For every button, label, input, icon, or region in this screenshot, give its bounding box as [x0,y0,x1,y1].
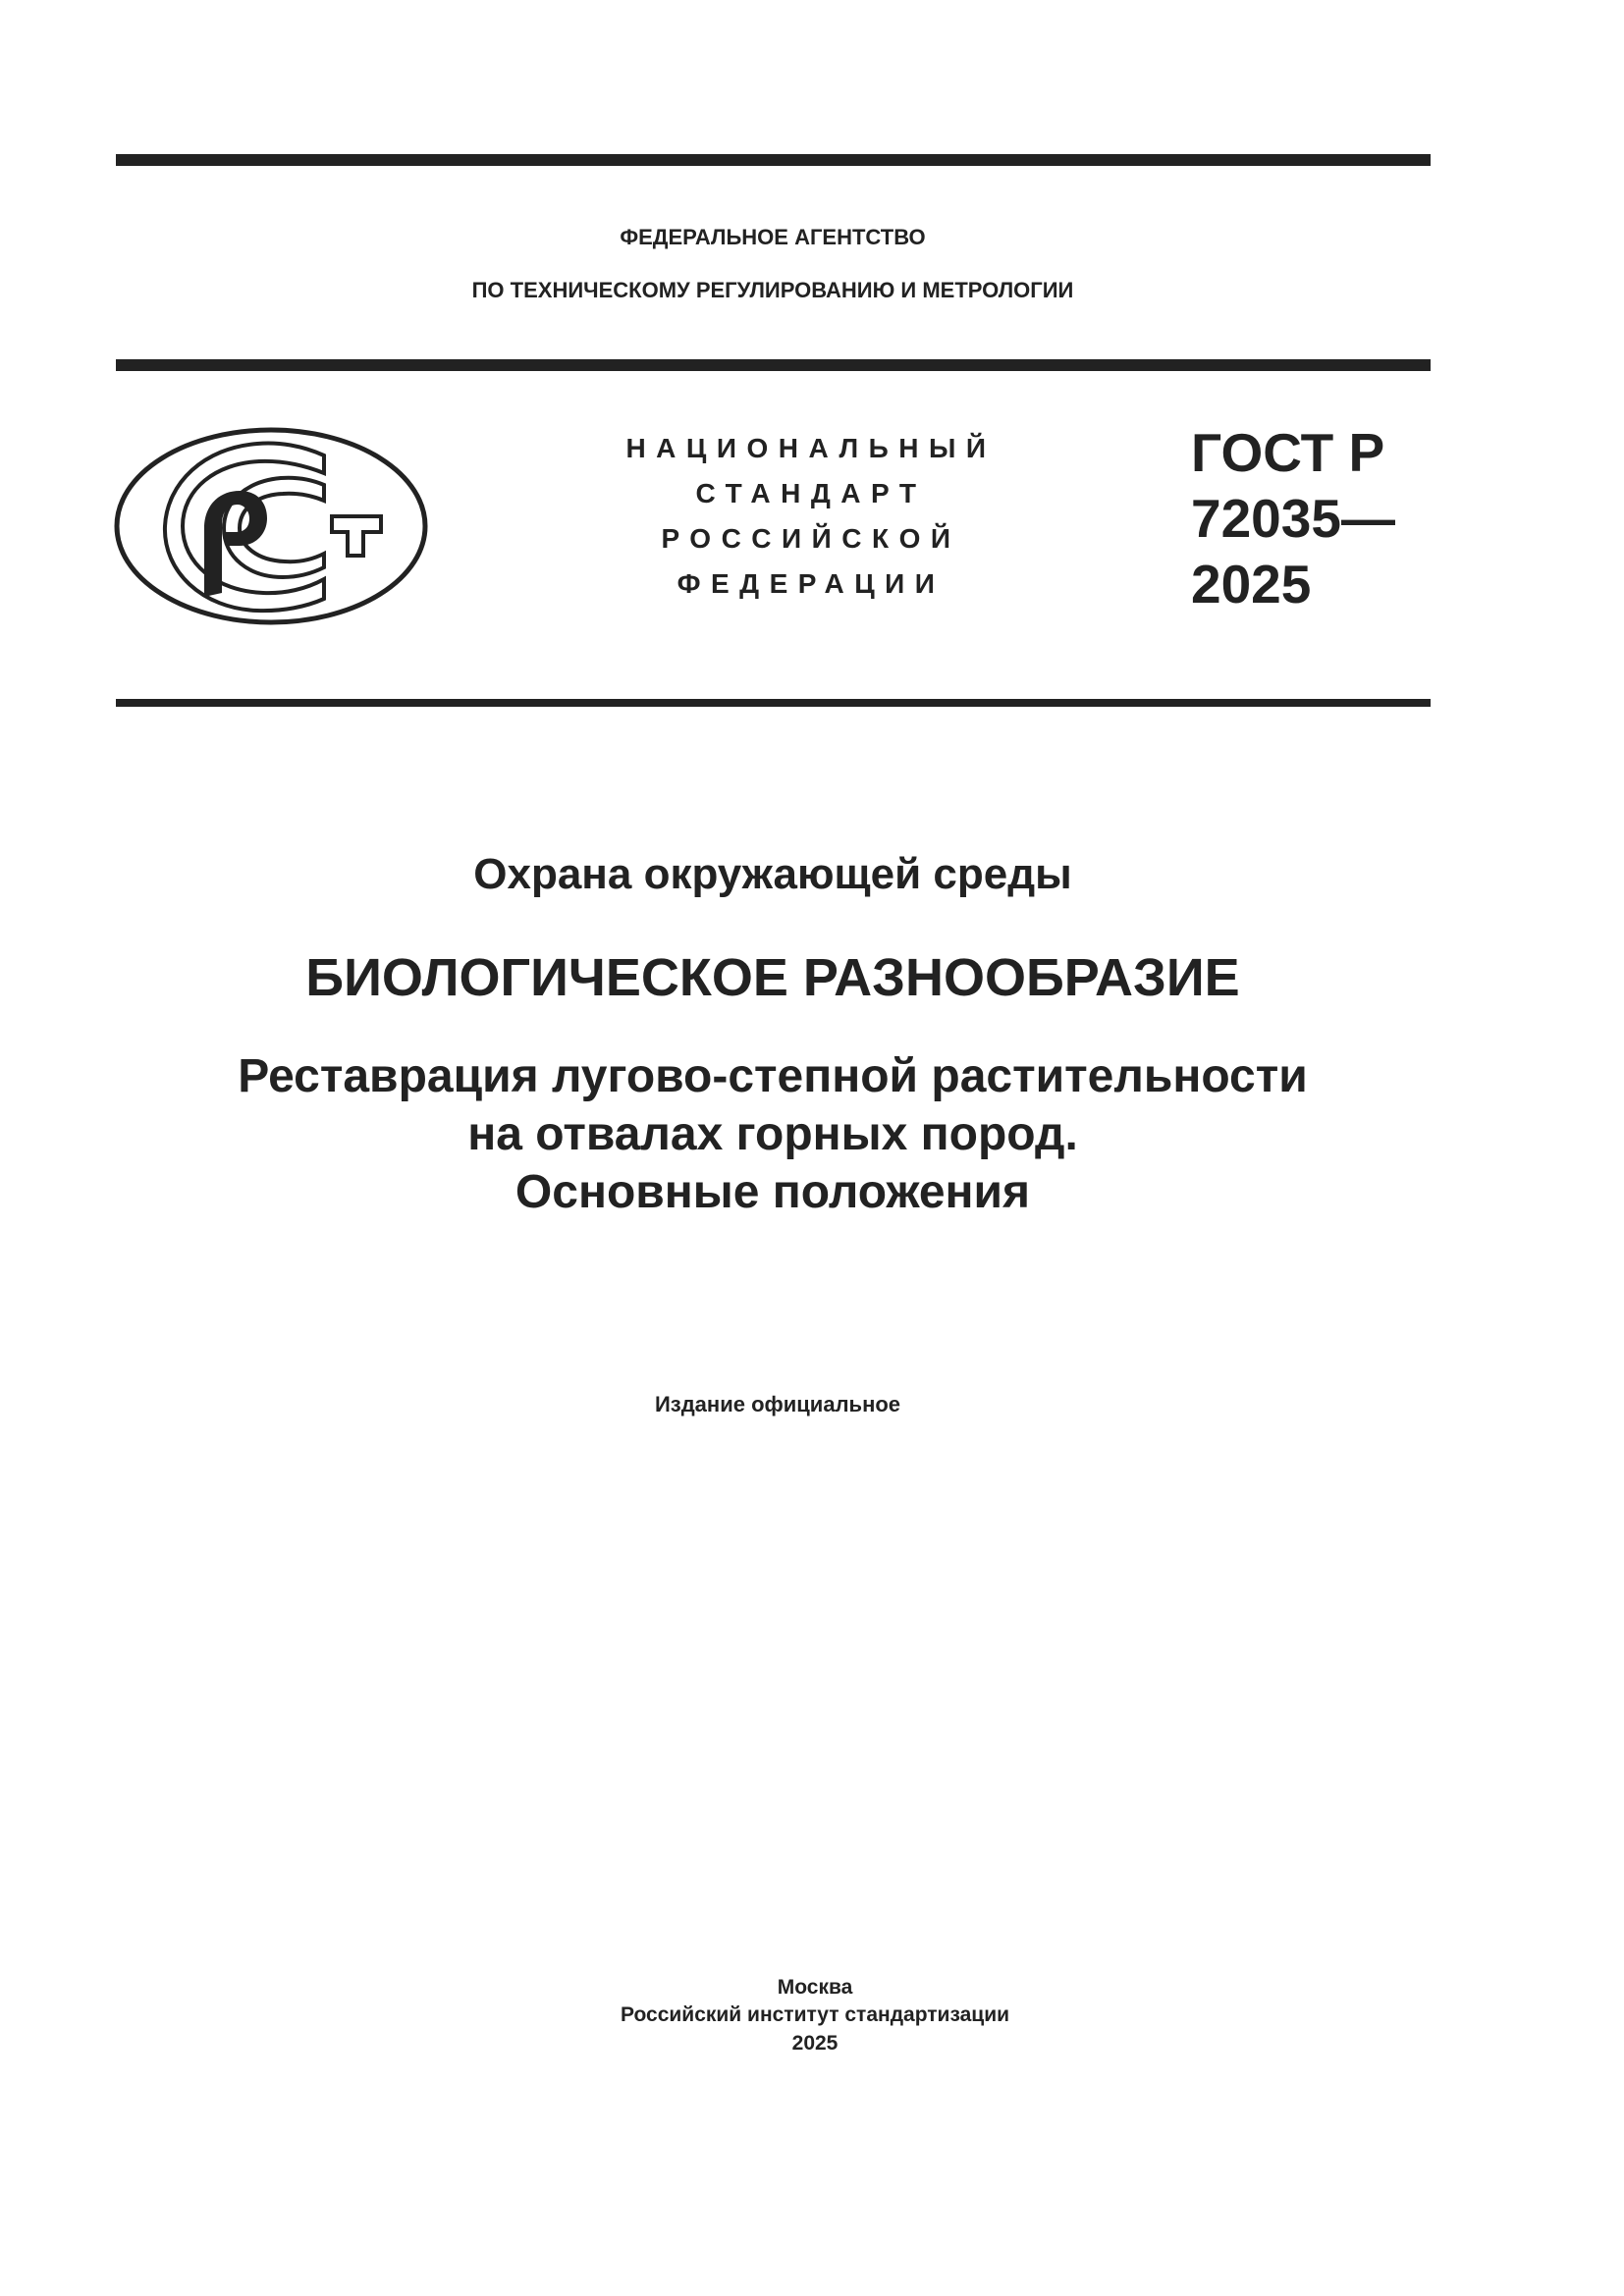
standard-designation-line-2: 72035— [1191,488,1395,549]
title-category: Охрана окружающей среды [473,850,1072,898]
standard-type-line-2: СТАНДАРТ [695,478,927,508]
title-main: БИОЛОГИЧЕСКОЕ РАЗНООБРАЗИЕ [305,948,1240,1007]
designation-bottom-rule [116,699,1431,707]
standard-designation-line-1: ГОСТ Р [1191,422,1385,483]
standard-designation-line-3: 2025 [1191,554,1312,614]
standard-type-line-1: НАЦИОНАЛЬНЫЙ [625,433,997,463]
title-subtitle-line-1: Реставрация лугово-степной растительности [238,1050,1308,1102]
footer-publisher: Российский институт стандартизации [620,2003,1010,2026]
edition-label: Издание официальное [654,1392,901,1416]
agency-name-line-2: ПО ТЕХНИЧЕСКОМУ РЕГУЛИРОВАНИЮ И МЕТРОЛОГИИ [471,278,1074,302]
standard-type-line-3: РОССИЙСКОЙ [661,523,961,554]
title-subtitle-line-2: на отвалах горных пород. [467,1108,1078,1160]
footer-city: Москва [777,1976,853,1999]
agency-name-line-1: ФЕДЕРАЛЬНОЕ АГЕНТСТВО [620,225,926,249]
footer-year: 2025 [791,2032,839,2055]
top-rule [116,154,1431,166]
rst-logo-icon [110,422,434,630]
title-subtitle-line-3: Основные положения [514,1166,1031,1218]
standard-type-line-4: ФЕДЕРАЦИИ [677,568,946,599]
header-bottom-rule [116,359,1431,371]
